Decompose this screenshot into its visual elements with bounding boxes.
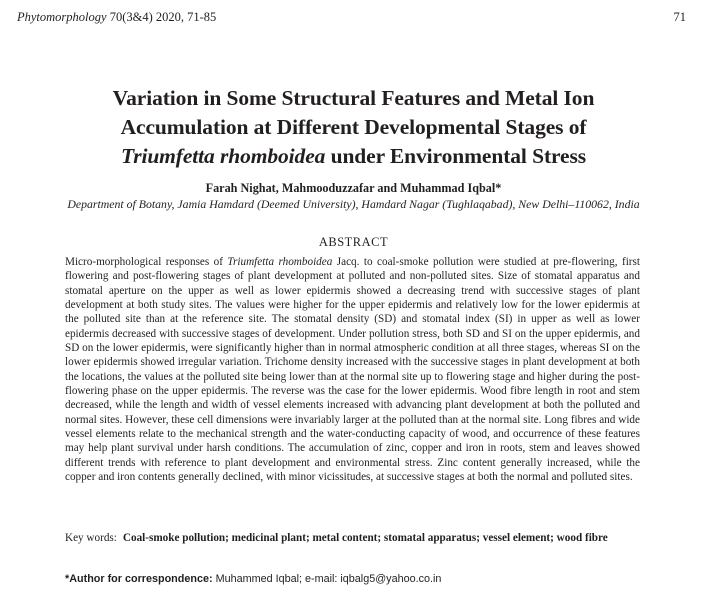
authors: Farah Nighat, Mahmooduzzafar and Muhammad Iqbal* <box>205 181 502 195</box>
abstract-text: Jacq. to coal-smoke pollution were studied at pre-flowering, first flowering and post-flowering stages of plant development at polluted and non-polluted sites. Size of stomatal apparatus and stomatal aperture on the upper as well as lower epidermis showed a decreasing trend with successive stages of plant development at both study sites. The values were higher for the upper epidermis and relatively low for the lower epidermis at the polluted site than at the reference site. The stomatal density (SD) and stomatal index (SI) in upper as well as lower epidermis decreased with successive stages of development. Under pollution stress, both SD and SI on the upper epidermis, and SD on the lower epidermis, were significantly higher than in normal atmospheric condition at all three stages, whereas SI on the lower epidermis showed irregular variation. Trichome density increased with the successive stages in plant development at both the locations, the values at the polluted site being lower than at the normal site up to flowering stage and higher during the post-flowering phase on the upper epidermis. The reverse was the case for the lower epidermis. Wood fibre length in root and stem decreased, while the length and width of vessel elements increased with advancing plant development at both the polluted and normal sites. However, these cell dimensions were invariably larger at the polluted than at the normal site. Long fibres and wide vessel elements relate to the mechanical strength and the water-conducting capacity of wood, and occurrence of these features may help plant survival under harsh conditions. The accumulation of zinc, copper and iron in roots, stem and leaves showed different trends with reference to plant development and environmental stress. Zinc content generally increased, while the copper and iron contents generally declined, with minor vicissitudes, at successive stages at both the normal and polluted sites. <box>65 256 640 484</box>
keywords-text: Coal-smoke pollution; medicinal plant; metal content; stomatal apparatus; vessel element; wood fibre <box>122 532 608 544</box>
title-species: Triumfetta rhomboidea <box>120 144 326 168</box>
title-line-3 <box>30 142 677 171</box>
abstract-intro: Micro-morphological responses of <box>65 256 228 268</box>
abstract-body <box>65 255 640 485</box>
journal-header <box>17 10 216 25</box>
abstract-heading: ABSTRACT <box>318 235 389 249</box>
correspondence <box>65 573 441 585</box>
abstract-species: Triumfetta rhomboidea <box>227 256 333 268</box>
affiliation: Department of Botany, Jamia Hamdard (Deemed University), Hamdard Nagar (Tughlaqabad), New Delhi–110062, India <box>67 197 640 211</box>
keywords <box>65 531 643 545</box>
page-number: 71 <box>673 10 686 24</box>
correspondence-label: *Author for correspondence: <box>65 573 213 585</box>
title-line-3-rest: under Environmental Stress <box>325 144 587 168</box>
paper-title <box>30 84 677 171</box>
keywords-label: Key words: <box>65 532 117 544</box>
journal-name: Phytomorphology <box>17 10 107 24</box>
correspondence-text: Muhammed Iqbal; e-mail: iqbalg5@yahoo.co.in <box>212 573 442 585</box>
title-line-2: Accumulation at Different Developmental Stages of <box>120 115 587 139</box>
journal-issue: 70(3&4) 2020, 71-85 <box>109 10 217 24</box>
title-line-1: Variation in Some Structural Features and Metal Ion <box>112 86 595 110</box>
